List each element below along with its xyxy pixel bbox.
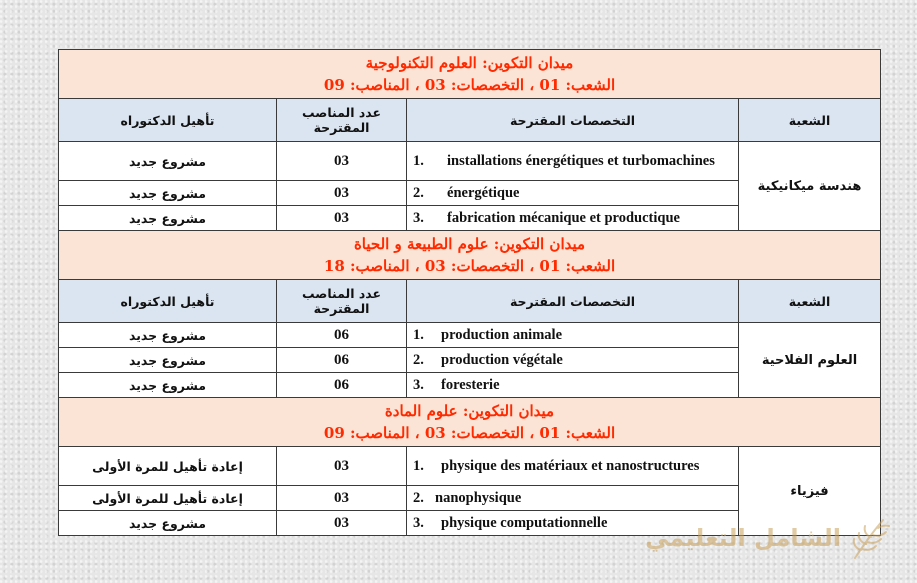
table-row xyxy=(59,142,881,181)
qualification-cell: مشروع جديد xyxy=(59,511,277,536)
header-branch: الشعبة xyxy=(739,99,881,142)
specialty-name: fabrication mécanique et productique xyxy=(447,209,680,226)
positions-cell: 06 xyxy=(277,373,407,398)
specialty-cell xyxy=(407,323,739,348)
column-header-row xyxy=(59,280,881,323)
table-row xyxy=(59,447,881,486)
item-number: 2. xyxy=(413,351,424,368)
section-summary: الشعب: 01 ، التخصصات: 03 ، المناصب: 18 xyxy=(323,257,616,275)
table-row xyxy=(59,323,881,348)
qualification-cell: مشروع جديد xyxy=(59,206,277,231)
item-number: 2. xyxy=(413,489,424,506)
wheat-sprig-icon xyxy=(847,516,893,560)
section-summary: الشعب: 01 ، التخصصات: 03 ، المناصب: 09 xyxy=(323,424,616,442)
positions-cell: 03 xyxy=(277,206,407,231)
branch-cell: فيزياء xyxy=(739,447,881,536)
header-positions: عدد المناصب المقترحة xyxy=(277,99,407,142)
header-specialties: التخصصات المقترحة xyxy=(407,280,739,323)
watermark xyxy=(645,516,893,560)
item-number: 1. xyxy=(413,152,424,169)
specialty-name: production végétale xyxy=(441,351,563,368)
positions-cell: 03 xyxy=(277,447,407,486)
specialty-cell xyxy=(407,348,739,373)
item-number: 1. xyxy=(413,326,424,343)
branch-cell: العلوم الفلاحية xyxy=(739,323,881,398)
qualification-cell: إعادة تأهيل للمرة الأولى xyxy=(59,447,277,486)
positions-cell: 03 xyxy=(277,511,407,536)
item-number: 3. xyxy=(413,209,424,226)
section-header xyxy=(59,231,881,280)
item-number: 1. xyxy=(413,457,424,474)
specialty-name: physique computationnelle xyxy=(441,514,608,531)
specialty-name: production animale xyxy=(441,326,562,343)
qualification-cell: مشروع جديد xyxy=(59,181,277,206)
item-number: 2. xyxy=(413,184,424,201)
specialty-name: installations énergétiques et turbomachines xyxy=(447,152,715,169)
item-number: 3. xyxy=(413,376,424,393)
specialty-cell xyxy=(407,181,739,206)
qualification-cell: مشروع جديد xyxy=(59,373,277,398)
header-qualification: تأهيل الدكتوراه xyxy=(59,99,277,142)
specialty-cell xyxy=(407,206,739,231)
section-title: ميدان التكوين: علوم المادة xyxy=(384,402,555,420)
positions-cell: 06 xyxy=(277,348,407,373)
item-number: 3. xyxy=(413,514,424,531)
header-qualification: تأهيل الدكتوراه xyxy=(59,280,277,323)
specialties-table xyxy=(58,49,881,536)
header-branch: الشعبة xyxy=(739,280,881,323)
watermark-text: الشامل التعليمي xyxy=(645,524,841,552)
qualification-cell: إعادة تأهيل للمرة الأولى xyxy=(59,486,277,511)
positions-cell: 06 xyxy=(277,323,407,348)
branch-cell: هندسة ميكانيكية xyxy=(739,142,881,231)
section-header xyxy=(59,50,881,99)
qualification-cell: مشروع جديد xyxy=(59,323,277,348)
positions-cell: 03 xyxy=(277,142,407,181)
qualification-cell: مشروع جديد xyxy=(59,348,277,373)
specialty-name: foresterie xyxy=(441,376,500,393)
specialty-cell xyxy=(407,486,739,511)
section-summary: الشعب: 01 ، التخصصات: 03 ، المناصب: 09 xyxy=(323,76,616,94)
specialty-name: énergétique xyxy=(447,184,520,201)
positions-cell: 03 xyxy=(277,486,407,511)
section-title: ميدان التكوين: العلوم التكنولوجية xyxy=(365,54,574,72)
header-positions: عدد المناصب المقترحة xyxy=(277,280,407,323)
qualification-cell: مشروع جديد xyxy=(59,142,277,181)
specialty-cell xyxy=(407,447,739,486)
section-header xyxy=(59,398,881,447)
section-title: ميدان التكوين: علوم الطبيعة و الحياة xyxy=(353,235,586,253)
specialty-name: nanophysique xyxy=(435,489,522,506)
header-specialties: التخصصات المقترحة xyxy=(407,99,739,142)
specialty-cell xyxy=(407,142,739,181)
positions-cell: 03 xyxy=(277,181,407,206)
column-header-row xyxy=(59,99,881,142)
specialty-name: physique des matériaux et nanostructures xyxy=(441,457,700,474)
specialty-cell xyxy=(407,373,739,398)
